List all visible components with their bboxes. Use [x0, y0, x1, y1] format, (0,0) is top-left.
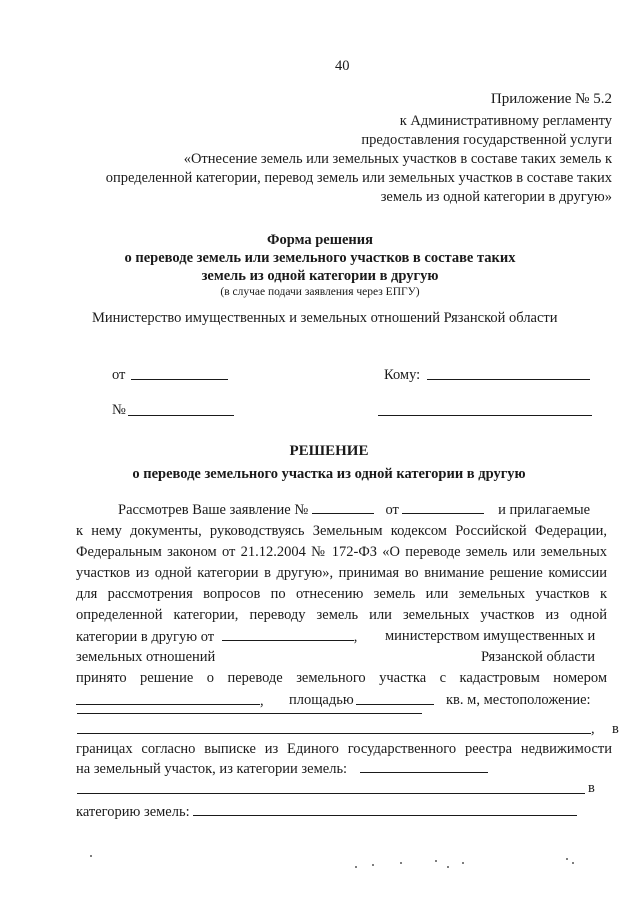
body-text: площадью	[289, 692, 354, 708]
target-category-field[interactable]	[193, 815, 577, 816]
commission-date-field[interactable]	[222, 627, 354, 641]
body-text: ,	[260, 693, 264, 709]
location-field[interactable]	[77, 713, 422, 714]
body-text: министерством имущественных и	[385, 628, 596, 644]
body-text: принято решение о переводе земельного участка с кадастровым номером	[76, 670, 607, 686]
appendix-line: «Отнесение земель или земельных участков в составе таких земель к	[183, 151, 612, 167]
application-date-field[interactable]	[402, 500, 484, 514]
decision-subtitle: о переводе земельного участка из одной категории в другую	[132, 466, 526, 482]
body-text: Федеральным законом от 21.12.2004 № 172-ФЗ «О переводе земель или земельных	[76, 544, 607, 560]
body-text: Рязанской области	[481, 649, 595, 665]
to-label: Кому:	[384, 367, 421, 383]
body-text: ,	[591, 721, 595, 737]
appendix-line: определенной категории, перевод земель или земельных участков в составе таких	[105, 170, 612, 186]
number-label: №	[112, 402, 126, 418]
body-text: и прилагаемые	[498, 502, 591, 518]
body-text: ,	[353, 629, 358, 645]
decision-title: РЕШЕНИЕ	[289, 443, 369, 459]
body-text: для рассмотрения вопросов по отнесению земель или земельных участков к	[76, 586, 607, 602]
source-category-field-2[interactable]	[77, 793, 585, 794]
location-field-2[interactable]	[77, 733, 591, 734]
appendix-line: к Административному регламенту	[399, 113, 612, 129]
recipient-field[interactable]	[427, 379, 590, 380]
ministry-name: Министерство имущественных и земельных отношений Рязанской области	[92, 310, 558, 326]
area-field[interactable]	[356, 704, 434, 705]
body-text: на земельный участок, из категории земель:	[76, 761, 348, 777]
body-text: к нему документы, руководствуясь Земельным кодексом Российской Федерации,	[76, 523, 607, 539]
from-date-field[interactable]	[131, 379, 228, 380]
body-text: кв. м, местоположение:	[446, 692, 591, 708]
from-label: от	[112, 367, 126, 383]
cadastral-number-field[interactable]	[76, 691, 260, 705]
body-text: участков из одной категории в другую», принимая во внимание решение комиссии	[76, 565, 607, 581]
body-text: Рассмотрев Ваше заявление №	[118, 502, 309, 518]
source-category-field[interactable]	[360, 772, 488, 773]
body-text: в	[612, 721, 619, 737]
body-text: границах согласно выписке из Единого государственного реестра недвижимости	[76, 741, 612, 757]
form-title: Форма решения	[267, 232, 373, 248]
appendix-line: земель из одной категории в другую»	[380, 189, 612, 205]
form-subtitle: о переводе земель или земельного участков в составе таких	[124, 250, 516, 266]
page-number: 40	[335, 58, 350, 74]
body-text: категорию земель:	[76, 804, 190, 820]
form-note: (в случае подачи заявления через ЕПГУ)	[220, 286, 420, 298]
number-field[interactable]	[128, 415, 234, 416]
body-text: в	[588, 780, 595, 796]
body-text: земельных отношений	[76, 649, 216, 665]
form-subtitle: земель из одной категории в другую	[201, 268, 439, 284]
body-text: категории в другую от	[76, 629, 215, 645]
recipient-field-2[interactable]	[378, 415, 592, 416]
appendix-title: Приложение № 5.2	[490, 91, 612, 107]
application-number-field[interactable]	[312, 500, 374, 514]
body-text: от	[385, 502, 399, 518]
body-text: определенной категории, переводу земель или земельных участков из одной	[76, 607, 607, 623]
appendix-line: предоставления государственной услуги	[361, 132, 612, 148]
